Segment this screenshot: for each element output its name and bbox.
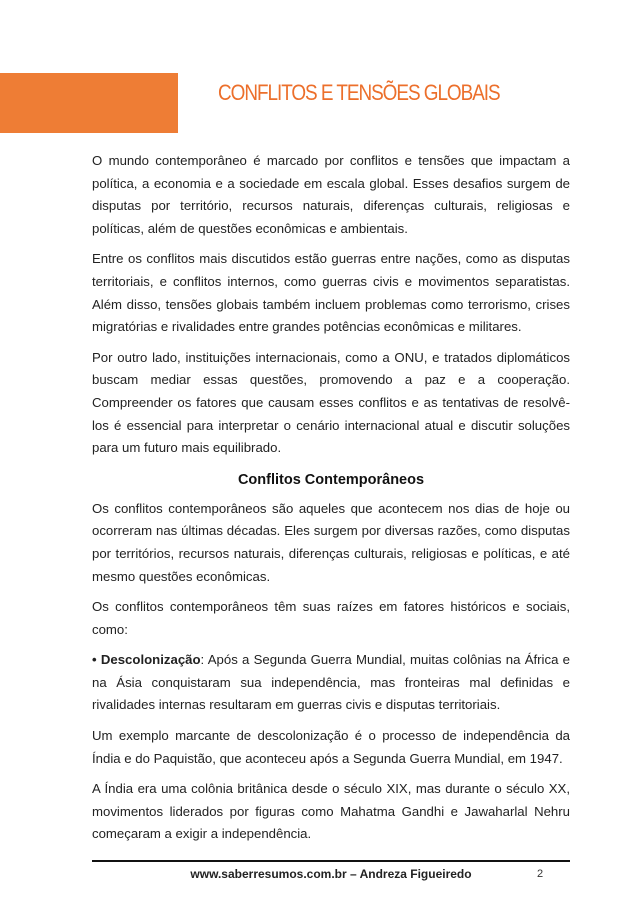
footer (92, 867, 570, 901)
header-accent-band (0, 73, 178, 133)
bullet-item (92, 649, 570, 717)
paragraph: O mundo contemporâneo é marcado por conflitos e tensões que impactam a política, a economia e a sociedade em escala global. Esses desafios surgem de disputas por território, recursos naturais, diferenças culturais, religiosas e políticas, além de questões econômicas e ambientais. (92, 153, 570, 236)
paragraph: Um exemplo marcante de descolonização é o processo de independência da Índia e do Paquistão, que aconteceu após a Segunda Guerra Mundial, em 1947. (92, 728, 570, 766)
page-number: 2 (536, 868, 544, 881)
page-title: CONFLITOS E TENSÕES GLOBAIS (218, 80, 500, 105)
footer-text: www.saberresumos.com.br – Andreza Figueiredo (190, 867, 472, 882)
paragraph: Os conflitos contemporâneos têm suas raízes em fatores históricos e sociais, como: (92, 599, 570, 637)
paragraph: Os conflitos contemporâneos são aqueles que acontecem nos dias de hoje ou ocorreram nas últimas décadas. Eles surgem por diversas razões, como disputas por territórios, recursos naturais, diferenças culturais, religiosas e políticas, e até mesmo questões econômicas. (92, 500, 570, 584)
document-body (92, 150, 570, 846)
bullet-label: • Descolonização (92, 652, 201, 668)
page-flow (92, 0, 570, 901)
paragraph: Entre os conflitos mais discutidos estão guerras entre nações, como as disputas territoriais, e conflitos internos, como guerras civis e movimentos separatistas. Além disso, tensões globais também incluem problemas como terrorismo, crises migratórias e rivalidades entre grandes potências econômicas e militares. (92, 251, 570, 335)
footer-divider (92, 860, 570, 862)
paragraph: Por outro lado, instituições internacionais, como a ONU, e tratados diplomáticos buscam mediar essas questões, promovendo a paz e a cooperação. Compreender os fatores que causam esses conflitos e as tentativas de resolvê-los é essencial para interpretar o cenário internacional atual e discutir soluções para um futuro mais equilibrado. (92, 349, 570, 456)
section-heading: Conflitos Contemporâneos (237, 471, 425, 488)
paragraph: A Índia era uma colônia britânica desde o século XIX, mas durante o século XX, movimentos liderados por figuras como Mahatma Gandhi e Jawaharlal Nehru começaram a exigir a independência. (92, 781, 570, 842)
bullet-text: : Após a Segunda Guerra Mundial, muitas colônias na África e na Ásia conquistaram sua independência, mas fronteiras mal definidas e rivalidades internas resultaram em guerras civis e disputas territoriais. (92, 652, 570, 713)
